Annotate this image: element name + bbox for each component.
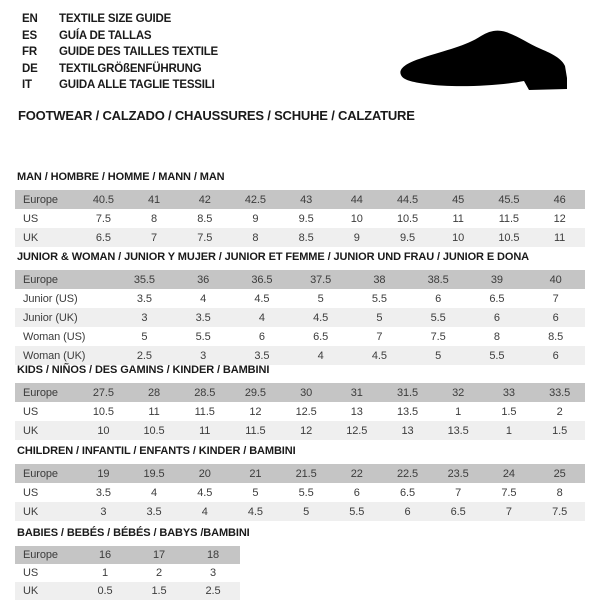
- size-value: 33.5: [534, 383, 585, 402]
- size-value: 9.5: [382, 228, 433, 247]
- size-value: 33: [484, 383, 535, 402]
- size-value: 8.5: [548, 330, 564, 343]
- size-value: 10: [350, 212, 363, 225]
- size-value: 9: [252, 212, 259, 225]
- section-title-junior-woman: JUNIOR & WOMAN / JUNIOR Y MUJER / JUNIOR ET FEMME / JUNIOR UND FRAU / JUNIOR E DONA: [17, 251, 530, 263]
- size-value: 22.5: [382, 464, 433, 483]
- size-row: [15, 464, 585, 483]
- row-label: US: [23, 405, 39, 418]
- size-value: 36.5: [233, 270, 292, 289]
- row-label: Junior (US): [23, 292, 78, 305]
- size-value: 2: [155, 567, 163, 579]
- size-value: 11: [534, 228, 585, 247]
- language-code: DE: [22, 62, 38, 75]
- language-code: ES: [22, 29, 37, 42]
- size-value: 11.5: [194, 405, 215, 418]
- language-label: TEXTILE SIZE GUIDE: [59, 13, 172, 25]
- row-label: Woman (US): [23, 330, 86, 343]
- size-value: 8.5: [197, 212, 213, 225]
- size-value: 8: [151, 212, 158, 225]
- language-row: [22, 44, 218, 61]
- size-value: 7.5: [534, 502, 585, 521]
- size-value: 5.5: [371, 292, 387, 305]
- size-value: 27.5: [78, 383, 129, 402]
- size-value: 4: [179, 502, 230, 521]
- size-value: 16: [78, 546, 132, 564]
- size-row: [15, 289, 585, 308]
- language-row: [22, 28, 218, 45]
- size-value: 6.5: [313, 330, 329, 343]
- size-value: 10.5: [396, 212, 418, 225]
- size-value: 7: [129, 228, 180, 247]
- size-value: 6: [526, 308, 585, 327]
- size-value: 11.5: [230, 421, 281, 440]
- size-value: 13: [350, 405, 363, 418]
- size-table-kids: [15, 383, 585, 440]
- size-value: 40: [526, 270, 585, 289]
- size-value: 40.5: [78, 190, 129, 209]
- size-value: 21.5: [281, 464, 332, 483]
- size-table-junior-woman: [15, 270, 585, 365]
- size-value: 3.5: [233, 346, 292, 365]
- size-value: 44.5: [382, 190, 433, 209]
- size-value: 8: [493, 330, 500, 343]
- section-man: [15, 170, 585, 247]
- row-label: Europe: [15, 383, 78, 402]
- row-label: UK: [15, 228, 78, 247]
- size-value: 25: [534, 464, 585, 483]
- size-value: 4: [233, 308, 292, 327]
- size-value: 7.5: [430, 330, 446, 343]
- size-value: 1.5: [501, 405, 517, 418]
- section-title-children: CHILDREN / INFANTIL / ENFANTS / KINDER / BAMBINI: [17, 445, 296, 457]
- row-label: Junior (UK): [15, 308, 115, 327]
- size-row: [15, 190, 585, 209]
- size-value: 10: [433, 228, 484, 247]
- size-row: [15, 228, 585, 247]
- size-value: 3: [115, 308, 174, 327]
- size-value: 5.5: [298, 486, 314, 499]
- size-value: 3.5: [136, 292, 152, 305]
- size-row: [15, 582, 240, 600]
- row-label: US: [23, 486, 39, 499]
- size-value: 5.5: [468, 346, 527, 365]
- size-value: 4: [291, 346, 350, 365]
- row-label: US: [23, 567, 39, 579]
- row-label: Woman (UK): [15, 346, 115, 365]
- size-value: 4.5: [291, 308, 350, 327]
- size-value: 6.5: [399, 486, 415, 499]
- size-value: 35.5: [115, 270, 174, 289]
- size-value: 28.5: [179, 383, 230, 402]
- size-value: 10: [78, 421, 129, 440]
- size-row: [15, 402, 585, 421]
- size-value: 7.5: [179, 228, 230, 247]
- size-value: 12.5: [331, 421, 382, 440]
- size-value: 5.5: [331, 502, 382, 521]
- shoe-icon: [393, 28, 575, 98]
- size-value: 1.5: [132, 582, 186, 600]
- size-row: [15, 327, 585, 346]
- size-value: 13: [382, 421, 433, 440]
- size-value: 4.5: [197, 486, 213, 499]
- row-label: UK: [15, 582, 78, 600]
- size-value: 19.5: [129, 464, 180, 483]
- row-label: Europe: [15, 190, 78, 209]
- size-value: 1: [484, 421, 535, 440]
- size-value: 7: [552, 292, 559, 305]
- size-value: 8.5: [281, 228, 332, 247]
- size-value: 11: [179, 421, 230, 440]
- size-value: 32: [433, 383, 484, 402]
- size-value: 19: [78, 464, 129, 483]
- size-value: 18: [186, 546, 240, 564]
- size-value: 7: [484, 502, 535, 521]
- size-value: 0.5: [78, 582, 132, 600]
- size-value: 6: [468, 308, 527, 327]
- section-babies: [15, 526, 250, 600]
- size-value: 6: [526, 346, 585, 365]
- language-code: FR: [22, 46, 37, 58]
- size-value: 1: [455, 405, 462, 418]
- size-value: 12: [249, 405, 262, 418]
- size-value: 42.5: [230, 190, 281, 209]
- size-value: 3: [174, 346, 233, 365]
- size-value: 2.5: [186, 582, 240, 600]
- size-row: [15, 270, 585, 289]
- size-value: 20: [179, 464, 230, 483]
- size-value: 1: [101, 567, 109, 579]
- size-value: 8: [556, 486, 563, 499]
- size-value: 4.5: [350, 346, 409, 365]
- row-label: UK: [15, 502, 78, 521]
- size-value: 45.5: [484, 190, 535, 209]
- size-row: [15, 502, 585, 521]
- size-value: 3: [209, 567, 217, 579]
- size-row: [15, 564, 240, 582]
- size-value: 6: [382, 502, 433, 521]
- size-row: [15, 308, 585, 327]
- size-value: 11.5: [498, 212, 519, 225]
- size-value: 37.5: [291, 270, 350, 289]
- size-value: 2.5: [115, 346, 174, 365]
- size-row: [15, 421, 585, 440]
- size-value: 4: [200, 292, 207, 305]
- section-title-babies: BABIES / BEBÉS / BÉBÉS / BABYS /BAMBINI: [17, 527, 250, 539]
- size-value: 3: [78, 502, 129, 521]
- size-value: 30: [281, 383, 332, 402]
- size-value: 2: [556, 405, 563, 418]
- size-value: 5: [350, 308, 409, 327]
- row-label: US: [23, 212, 39, 225]
- size-value: 31.5: [382, 383, 433, 402]
- size-value: 9: [331, 228, 382, 247]
- size-row: [15, 483, 585, 502]
- language-row: [22, 77, 218, 94]
- size-value: 31: [331, 383, 382, 402]
- language-label: GUÍA DE TALLAS: [59, 29, 152, 42]
- size-value: 23.5: [433, 464, 484, 483]
- size-value: 9.5: [298, 212, 314, 225]
- language-row: [22, 11, 218, 28]
- language-list: [22, 11, 218, 94]
- row-label: Europe: [15, 546, 78, 564]
- size-value: 39: [468, 270, 527, 289]
- size-value: 42: [179, 190, 230, 209]
- size-value: 10.5: [92, 405, 114, 418]
- size-value: 41: [129, 190, 180, 209]
- size-value: 7: [455, 486, 462, 499]
- size-value: 17: [132, 546, 186, 564]
- size-value: 28: [129, 383, 180, 402]
- size-value: 6: [353, 486, 360, 499]
- size-value: 6: [435, 292, 442, 305]
- size-value: 7.5: [95, 212, 111, 225]
- size-value: 5: [317, 292, 324, 305]
- size-value: 12: [281, 421, 332, 440]
- section-title-man: MAN / HOMBRE / HOMME / MANN / MAN: [17, 171, 225, 183]
- size-value: 13.5: [396, 405, 418, 418]
- size-value: 12: [553, 212, 566, 225]
- size-value: 38.5: [409, 270, 468, 289]
- language-code: EN: [22, 13, 38, 25]
- language-label: TEXTILGRÖßENFÜHRUNG: [59, 62, 202, 75]
- size-value: 3.5: [174, 308, 233, 327]
- size-value: 13.5: [433, 421, 484, 440]
- language-label: GUIDA ALLE TAGLIE TESSILI: [59, 79, 215, 91]
- size-value: 36: [174, 270, 233, 289]
- size-value: 5: [281, 502, 332, 521]
- size-value: 5: [252, 486, 259, 499]
- size-value: 46: [534, 190, 585, 209]
- size-value: 5: [141, 330, 148, 343]
- size-value: 4: [151, 486, 158, 499]
- section-kids: [15, 363, 585, 440]
- size-table-babies: [15, 546, 250, 600]
- language-label: GUIDE DES TAILLES TEXTILE: [59, 46, 218, 58]
- size-value: 8: [230, 228, 281, 247]
- size-value: 7: [376, 330, 383, 343]
- size-value: 3.5: [129, 502, 180, 521]
- size-value: 38: [350, 270, 409, 289]
- size-value: 29.5: [230, 383, 281, 402]
- size-value: 24: [484, 464, 535, 483]
- language-code: IT: [22, 79, 32, 91]
- size-value: 5.5: [195, 330, 211, 343]
- section-junior-woman: [15, 250, 585, 365]
- size-value: 4.5: [230, 502, 281, 521]
- size-value: 5.5: [409, 308, 468, 327]
- size-value: 4.5: [254, 292, 270, 305]
- size-value: 1.5: [534, 421, 585, 440]
- size-value: 6: [258, 330, 265, 343]
- section-title-kids: KIDS / NIÑOS / DES GAMINS / KINDER / BAMBINI: [17, 364, 270, 376]
- size-value: 5: [409, 346, 468, 365]
- size-value: 22: [331, 464, 382, 483]
- row-label: Europe: [15, 464, 78, 483]
- size-value: 10.5: [484, 228, 535, 247]
- size-row: [15, 209, 585, 228]
- size-value: 6.5: [78, 228, 129, 247]
- language-row: [22, 61, 218, 78]
- row-label: UK: [15, 421, 78, 440]
- size-row: [15, 383, 585, 402]
- section-children: [15, 444, 585, 521]
- size-value: 43: [281, 190, 332, 209]
- size-table-children: [15, 464, 585, 521]
- size-value: 7.5: [501, 486, 517, 499]
- size-value: 45: [433, 190, 484, 209]
- size-value: 11: [452, 212, 464, 225]
- row-label: Europe: [15, 270, 115, 289]
- size-value: 11: [148, 405, 160, 418]
- size-row: [15, 546, 240, 564]
- size-value: 6.5: [489, 292, 505, 305]
- size-table-man: [15, 190, 585, 247]
- size-value: 44: [331, 190, 382, 209]
- size-value: 12.5: [295, 405, 317, 418]
- size-value: 3.5: [95, 486, 111, 499]
- category-title: FOOTWEAR / CALZADO / CHAUSSURES / SCHUHE / CALZATURE: [18, 108, 415, 123]
- size-value: 10.5: [129, 421, 180, 440]
- size-value: 21: [230, 464, 281, 483]
- size-value: 6.5: [433, 502, 484, 521]
